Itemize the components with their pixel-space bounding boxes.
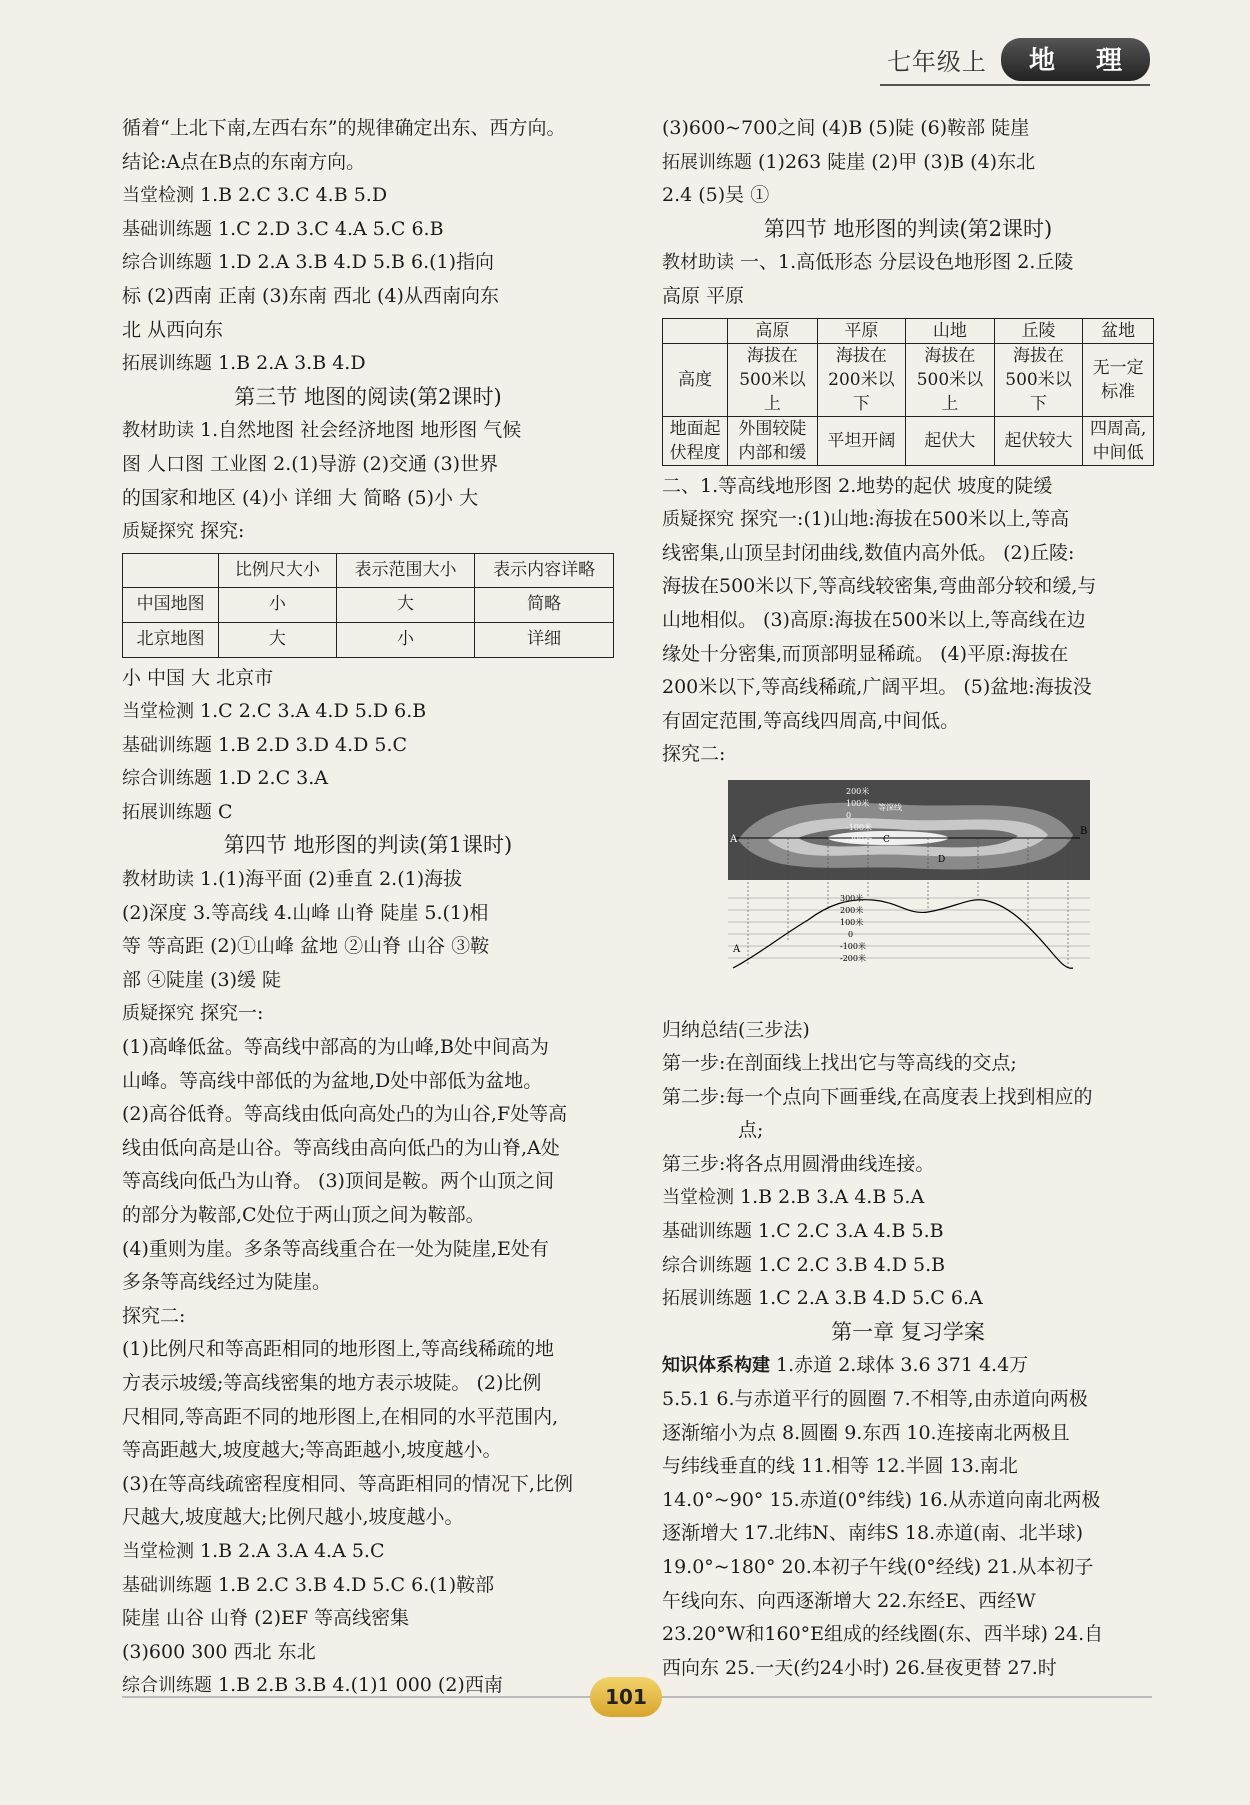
section-title: 第三节 地图的阅读(第2课时) <box>234 384 502 409</box>
answer-label: 质疑探究 <box>122 1003 194 1025</box>
contour-label: -200米 <box>846 834 872 844</box>
answer-text: 1.C 2.C 3.A 4.B 5.B <box>758 1220 944 1243</box>
answer-line <box>662 246 1154 280</box>
table-cell: 山地 <box>906 318 995 343</box>
answer-text: 1.B 2.C 3.B 4.D 5.C 6.(1)鞍部 <box>218 1573 495 1596</box>
answer-label: 当堂检测 <box>662 1187 734 1209</box>
answer-line <box>122 213 614 247</box>
text-line: (1)高峰低盆。等高线中部高的为山峰,B处中间高为 <box>122 1036 549 1059</box>
text-line: 方表示坡缓;等高线密集的地方表示坡陡。 (2)比例 <box>122 1371 542 1394</box>
text-line: 午线向东、向西逐渐增大 22.东经E、西经W <box>662 1589 1036 1612</box>
answer-line <box>122 695 614 729</box>
table-cell: 大 <box>219 622 336 657</box>
text-line: 陡崖 山谷 山脊 (2)EF 等高线密集 <box>122 1607 410 1630</box>
table-cell: 高度 <box>663 343 728 416</box>
answer-text: 1.D 2.A 3.B 4.D 5.B 6.(1)指向 <box>218 251 495 274</box>
answer-label: 拓展训练题 <box>662 151 752 173</box>
section-title: 第四节 地形图的判读(第1课时) <box>223 833 513 858</box>
table-cell: 丘陵 <box>994 318 1083 343</box>
text-line: 部 ④陡崖 (3)缓 陡 <box>122 968 282 991</box>
answer-label: 拓展训练题 <box>662 1288 752 1310</box>
page-number: 101 <box>590 1677 662 1717</box>
text-line: 山地相似。 (3)高原:海拔在500米以上,等高线在边 <box>662 608 1086 631</box>
text-line: 23.20°W和160°E组成的经线圈(东、西半球) 24.自 <box>662 1623 1104 1646</box>
answer-text: 1.B 2.C 3.C 4.B 5.D <box>200 184 388 207</box>
text-line: 点; <box>738 1119 764 1142</box>
text-line: 等 等高距 (2)①山峰 盆地 ②山脊 山谷 ③鞍 <box>122 935 490 958</box>
text-line: 二、1.等高线地形图 2.地势的起伏 坡度的陡缓 <box>662 474 1053 497</box>
answer-line <box>662 1181 1154 1215</box>
text-line: (1)比例尺和等高距相同的地形图上,等高线稀疏的地 <box>122 1338 554 1361</box>
text-line: 标 (2)西南 正南 (3)东南 西北 (4)从西南向东 <box>122 284 499 307</box>
answer-text: 一、1.高低形态 分层设色地形图 2.丘陵 <box>740 251 1074 274</box>
text-line: 尺越大,坡度越大;比例尺越小,坡度越小。 <box>122 1506 464 1529</box>
answer-text: 1.B 2.B 3.B 4.(1)1 000 (2)西南 <box>218 1674 503 1697</box>
answer-line <box>662 146 1154 180</box>
text-line: 循着“上北下南,左西右东”的规律确定出东、西方向。 <box>122 117 566 139</box>
table-cell: 海拔在200米以下 <box>817 343 906 416</box>
table-cell: 表示范围大小 <box>336 553 475 588</box>
table-cell: 小 <box>219 588 336 623</box>
text-line: 图 人口图 工业图 2.(1)导游 (2)交通 (3)世界 <box>122 452 499 475</box>
answer-label: 综合训练题 <box>122 768 212 790</box>
table-cell: 地面起伏程度 <box>663 416 728 465</box>
text-line: (3)600 300 西北 东北 <box>122 1640 316 1663</box>
answer-label: 质疑探究 <box>662 509 734 531</box>
point-label: A <box>730 833 738 845</box>
point-label: B <box>1080 825 1088 837</box>
answer-label: 教材助读 <box>122 869 194 891</box>
table-cell <box>123 553 219 588</box>
text-line: 第二步:每一个点向下画垂线,在高度表上找到相应的 <box>662 1085 1093 1108</box>
profile-label: -200米 <box>840 953 866 963</box>
table-cell: 平原 <box>817 318 906 343</box>
answer-label: 知识体系构建 <box>662 1355 770 1377</box>
text-line: 逐渐缩小为点 8.圆圈 9.东西 10.连接南北两极且 <box>662 1421 1070 1444</box>
profile-label: 0 <box>848 929 854 939</box>
text-line: 第一步:在剖面线上找出它与等高线的交点; <box>662 1052 1017 1075</box>
text-line: 200米以下,等高线稀疏,广阔平坦。 (5)盆地:海拔没 <box>662 676 1092 699</box>
table-cell: 北京地图 <box>123 622 219 657</box>
profile-grid <box>728 898 1090 958</box>
answer-label: 当堂检测 <box>122 701 194 723</box>
text-line: (3)在等高线疏密程度相同、等高距相同的情况下,比例 <box>122 1472 573 1495</box>
contour-label: -100米 <box>846 822 872 832</box>
subject-badge: 地 理 <box>1001 38 1150 81</box>
answer-line <box>122 246 614 280</box>
right-column <box>662 112 1154 1685</box>
table-cell: 起伏较大 <box>994 416 1083 465</box>
answer-text: C <box>218 800 233 823</box>
answer-line <box>122 347 614 381</box>
text-line: 1.(1)海平面 (2)垂直 2.(1)海拔 <box>200 868 463 891</box>
contour-profile-figure <box>728 780 1090 998</box>
table-cell: 无一定标准 <box>1083 343 1154 416</box>
answer-label: 基础训练题 <box>122 1574 212 1596</box>
text-line: 14.0°~90° 15.赤道(0°纬线) 16.从赤道向南北两极 <box>662 1488 1101 1511</box>
text-line: (2)深度 3.等高线 4.山峰 山脊 陡崖 5.(1)相 <box>122 901 489 924</box>
table-cell: 高原 <box>728 318 817 343</box>
grade-label: 七年级上 <box>886 48 987 76</box>
point-label: C <box>883 834 890 845</box>
left-column <box>122 112 614 1703</box>
text-line: 探究二: <box>122 1304 186 1327</box>
text-line: (3)600~700之间 (4)B (5)陡 (6)鞍部 陡崖 <box>662 117 1030 139</box>
text-line: 尺相同,等高距不同的地形图上,在相同的水平范围内, <box>122 1405 559 1428</box>
contour-label: 100米 <box>846 798 870 808</box>
answer-label: 教材助读 <box>122 420 194 442</box>
table-cell <box>663 318 728 343</box>
answer-line <box>122 1569 614 1603</box>
text-line: 第三步:将各点用圆滑曲线连接。 <box>662 1152 935 1175</box>
answer-label: 质疑探究 <box>122 521 194 543</box>
answer-text: 1.D 2.C 3.A <box>218 767 329 790</box>
text-line: 西向东 25.一天(约24小时) 26.昼夜更替 27.时 <box>662 1656 1057 1679</box>
text-line: 缘处十分密集,而顶部明显稀疏。 (4)平原:海拔在 <box>662 642 1069 665</box>
text-line: 1.自然地图 社会经济地图 地形图 气候 <box>200 419 522 442</box>
answer-text: (1)263 陡崖 (2)甲 (3)B (4)东北 <box>758 150 1036 173</box>
point-label: A <box>733 943 741 955</box>
answer-line <box>122 729 614 763</box>
text-line: 多条等高线经过为陡崖。 <box>122 1271 332 1294</box>
table-cell: 海拔在500米以下 <box>994 343 1083 416</box>
text-line: 探究: <box>200 520 245 543</box>
answer-label: 基础训练题 <box>662 1221 752 1243</box>
answer-line <box>122 179 614 213</box>
table-cell: 比例尺大小 <box>219 553 336 588</box>
landform-table <box>662 318 1154 466</box>
table-cell: 简略 <box>475 588 614 623</box>
section-title: 第四节 地形图的判读(第2课时) <box>763 216 1053 241</box>
text-line: 2.4 (5)吴 ① <box>662 184 770 207</box>
contour-label: 等深线 <box>878 802 902 812</box>
text-line: 1.赤道 2.球体 3.6 371 4.4万 <box>776 1354 1029 1377</box>
table-cell: 中国地图 <box>123 588 219 623</box>
answer-line <box>662 1249 1154 1283</box>
table-cell: 起伏大 <box>906 416 995 465</box>
text-line: 山峰。等高线中部低的为盆地,D处中部低为盆地。 <box>122 1069 543 1092</box>
table-cell: 小 <box>336 622 475 657</box>
answer-label: 综合训练题 <box>662 1254 752 1276</box>
text-line: 探究一:(1)山地:海拔在500米以上,等高 <box>740 508 1070 531</box>
text-line: 19.0°~180° 20.本初子午线(0°经线) 21.从本初子 <box>662 1556 1094 1578</box>
text-line: (4)重则为崖。多条等高线重合在一处为陡崖,E处有 <box>122 1237 549 1260</box>
answer-text: 1.C 2.C 3.B 4.D 5.B <box>758 1253 946 1276</box>
text-line: 等高距越大,坡度越大;等高距越小,坡度越小。 <box>122 1439 502 1462</box>
answer-text: 1.B 2.A 3.B 4.D <box>218 352 366 375</box>
answer-label: 拓展训练题 <box>122 801 212 823</box>
answer-line <box>122 762 614 796</box>
answer-line <box>122 1535 614 1569</box>
section-title: 第一章 复习学案 <box>831 1319 985 1344</box>
text-line: 北 从西向东 <box>122 318 224 341</box>
text-line: 等高线向低凸为山脊。 (3)顶间是鞍。两个山顶之间 <box>122 1170 554 1193</box>
table-cell: 盆地 <box>1083 318 1154 343</box>
table-cell: 大 <box>336 588 475 623</box>
answer-line <box>662 1282 1154 1316</box>
answer-text: 1.B 2.D 3.D 4.D 5.C <box>218 733 408 756</box>
text-line: 小 中国 大 北京市 <box>122 666 274 689</box>
profile-label: -100米 <box>840 941 866 951</box>
point-label: D <box>938 854 946 865</box>
text-line: (2)高谷低脊。等高线由低向高处凸的为山谷,F处等高 <box>122 1103 568 1126</box>
answer-label: 当堂检测 <box>122 1540 194 1562</box>
table-cell: 外围较陡内部和缓 <box>728 416 817 465</box>
text-line: 探究二: <box>662 743 726 766</box>
profile-label: 200米 <box>840 905 864 915</box>
page-header <box>887 38 1150 81</box>
text-line: 的国家和地区 (4)小 详细 大 简略 (5)小 大 <box>122 486 479 509</box>
answer-line <box>122 1669 614 1703</box>
text-line: 探究一: <box>200 1002 264 1025</box>
text-line: 与纬线垂直的线 11.相等 12.半圆 13.南北 <box>662 1455 1018 1478</box>
answer-line <box>662 1215 1154 1249</box>
table-cell: 海拔在500米以上 <box>906 343 995 416</box>
profile-label: 300米 <box>840 893 864 903</box>
contour-label: 0 <box>846 810 852 820</box>
header-rule <box>880 84 1150 86</box>
table-cell: 表示内容详略 <box>475 553 614 588</box>
text-line: 5.5.1 6.与赤道平行的圆圈 7.不相等,由赤道向两极 <box>662 1388 1088 1411</box>
answer-label: 拓展训练题 <box>122 353 212 375</box>
table-cell: 海拔在500米以上 <box>728 343 817 416</box>
answer-label: 基础训练题 <box>122 218 212 240</box>
contour-label: 200米 <box>846 786 870 796</box>
text-line: 线由低向高是山谷。等高线由高向低凸的为山脊,A处 <box>122 1136 560 1159</box>
answer-text: 1.B 2.B 3.A 4.B 5.A <box>740 1186 925 1209</box>
answer-text: 1.C 2.C 3.A 4.D 5.D 6.B <box>200 700 427 723</box>
text-line: 线密集,山顶呈封闭曲线,数值内高外低。 (2)丘陵: <box>662 541 1075 564</box>
answer-label: 综合训练题 <box>122 252 212 274</box>
answer-label: 综合训练题 <box>122 1675 212 1697</box>
answer-text: 1.C 2.D 3.C 4.A 5.C 6.B <box>218 217 444 240</box>
text-line: 结论:A点在B点的东南方向。 <box>122 150 366 173</box>
answer-label: 当堂检测 <box>122 185 194 207</box>
answer-line <box>122 796 614 830</box>
table-cell: 平坦开阔 <box>817 416 906 465</box>
text-line: 有固定范围,等高线四周高,中间低。 <box>662 709 960 732</box>
answer-text: 1.C 2.A 3.B 4.D 5.C 6.A <box>758 1287 983 1310</box>
table-cell: 四周高,中间低 <box>1083 416 1154 465</box>
text-line: 海拔在500米以下,等高线较密集,弯曲部分较和缓,与 <box>662 575 1097 598</box>
text-line: 逐渐增大 17.北纬N、南纬S 18.赤道(南、北半球) <box>662 1522 1083 1545</box>
text-line: 归纳总结(三步法) <box>662 1018 810 1041</box>
answer-text: 1.B 2.A 3.A 4.A 5.C <box>200 1539 385 1562</box>
profile-label: 100米 <box>840 917 864 927</box>
table-cell: 详细 <box>475 622 614 657</box>
answer-label: 教材助读 <box>662 252 734 274</box>
text-line: 高原 平原 <box>662 284 745 307</box>
scale-table <box>122 553 614 658</box>
text-line: 的部分为鞍部,C处位于两山顶之间为鞍部。 <box>122 1204 485 1226</box>
answer-label: 基础训练题 <box>122 734 212 756</box>
